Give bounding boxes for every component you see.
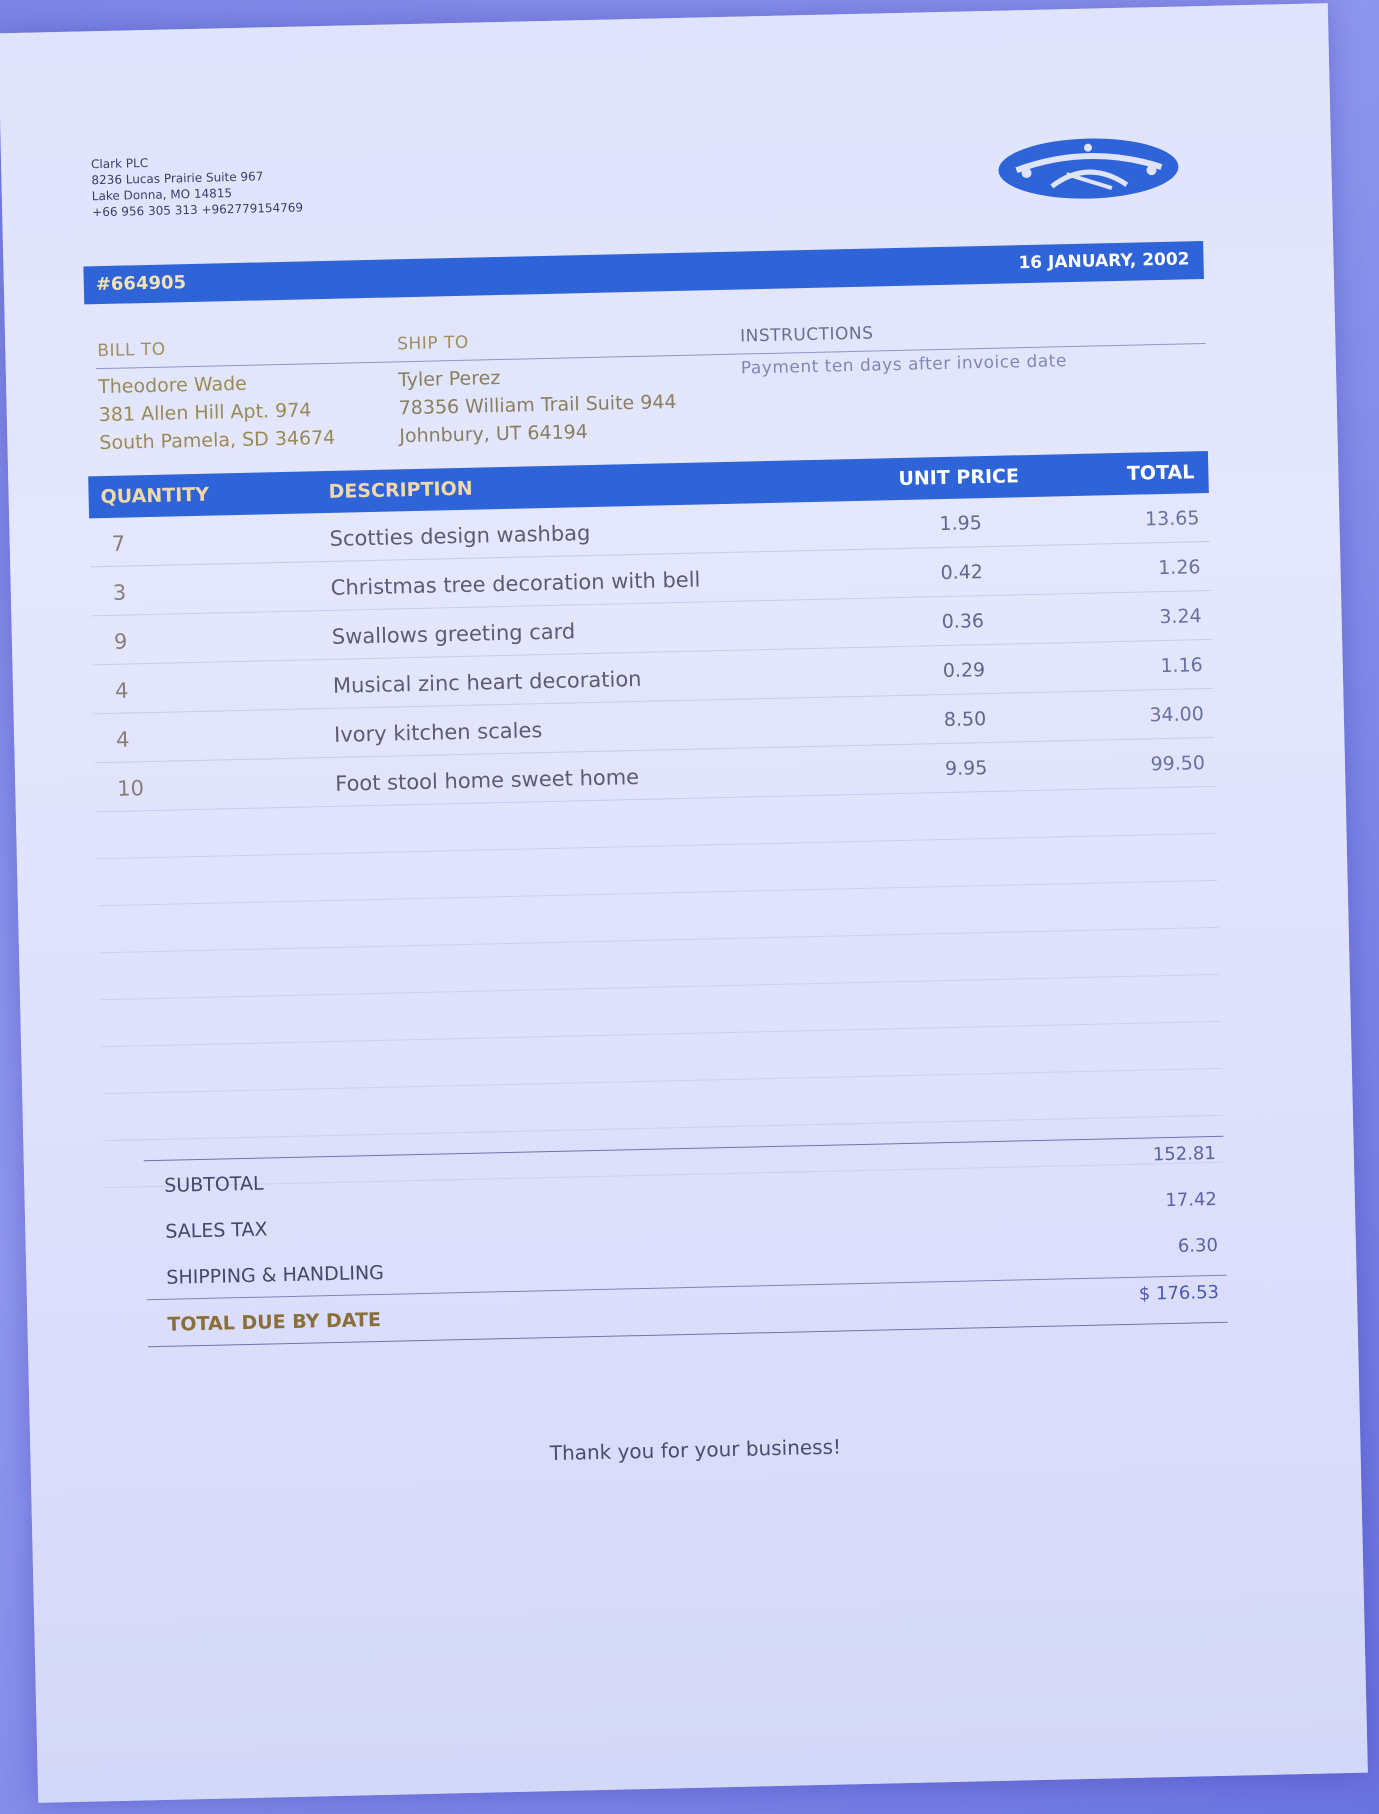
row-description: Swallows greeting card [331,619,576,649]
company-address-line2: Lake Donna, MO 14815 [91,186,233,204]
invoice-header-bar [83,241,1204,304]
ship-to-name: Tyler Perez [397,367,501,392]
row-total: 99.50 [1150,752,1206,776]
row-quantity: 4 [114,678,129,703]
instructions-heading: INSTRUCTIONS [739,323,874,347]
row-total: 3.24 [1159,605,1202,629]
company-block [91,151,303,220]
row-unit-price: 0.29 [942,659,986,683]
header-total: TOTAL [1126,461,1195,485]
shipping-value: 6.30 [1177,1234,1219,1257]
header-unit-price: UNIT PRICE [898,465,1020,491]
totals-block [144,1136,1228,1347]
row-total: 13.65 [1144,507,1200,531]
sales-tax-value: 17.42 [1165,1188,1218,1212]
total-due-label: TOTAL DUE BY DATE [167,1308,382,1336]
subtotal-value: 152.81 [1152,1142,1217,1166]
company-name: Clark PLC [90,155,149,172]
row-quantity: 9 [113,629,128,654]
shipping-label: SHIPPING & HANDLING [166,1261,385,1289]
header-quantity: QUANTITY [100,483,210,509]
row-unit-price: 0.42 [940,561,984,585]
invoice-number: #664905 [95,272,187,296]
row-unit-price: 8.50 [943,708,987,732]
ship-to-line2: Johnbury, UT 64194 [399,421,589,448]
row-quantity: 10 [116,776,145,801]
bill-to-line1: 381 Allen Hill Apt. 974 [98,399,312,427]
thank-you-note: Thank you for your business! [549,1434,842,1466]
items-table-body [89,493,1224,1188]
row-unit-price: 9.95 [944,757,988,781]
row-quantity: 7 [111,531,126,556]
row-total: 1.16 [1160,654,1203,678]
row-unit-price: 0.36 [941,610,985,634]
sales-tax-label: SALES TAX [165,1218,268,1243]
bill-to-address [98,368,336,457]
ship-to-heading: SHIP TO [397,332,469,355]
bill-to-name: Theodore Wade [97,372,248,399]
ship-to-line1: 78356 William Trail Suite 944 [398,391,677,420]
row-total: 1.26 [1157,556,1201,580]
row-description: Ivory kitchen scales [333,718,543,747]
row-quantity: 3 [112,580,127,605]
total-due-value: $ 176.53 [1138,1281,1220,1305]
row-quantity: 4 [115,727,130,752]
invoice-date: 16 JANUARY, 2002 [1018,249,1190,274]
company-phone: +66 956 305 313 +962779154769 [92,200,304,220]
company-address-line1: 8236 Lucas Prairie Suite 967 [91,169,264,188]
subtotal-label: SUBTOTAL [164,1172,264,1197]
bill-to-line2: South Pamela, SD 34674 [99,426,336,455]
row-description: Scotties design washbag [329,521,591,551]
ship-to-address [398,360,678,450]
row-total: 34.00 [1149,703,1205,727]
row-description: Foot stool home sweet home [334,764,640,796]
bill-to-heading: BILL TO [97,339,166,362]
instructions-text: Payment ten days after invoice date [740,351,1068,379]
row-unit-price: 1.95 [939,512,983,536]
company-logo-icon [996,132,1183,206]
row-description: Christmas tree decoration with bell [330,567,701,600]
invoice-paper [0,3,1368,1803]
row-description: Musical zinc heart decoration [332,666,642,698]
header-description: DESCRIPTION [328,477,473,503]
